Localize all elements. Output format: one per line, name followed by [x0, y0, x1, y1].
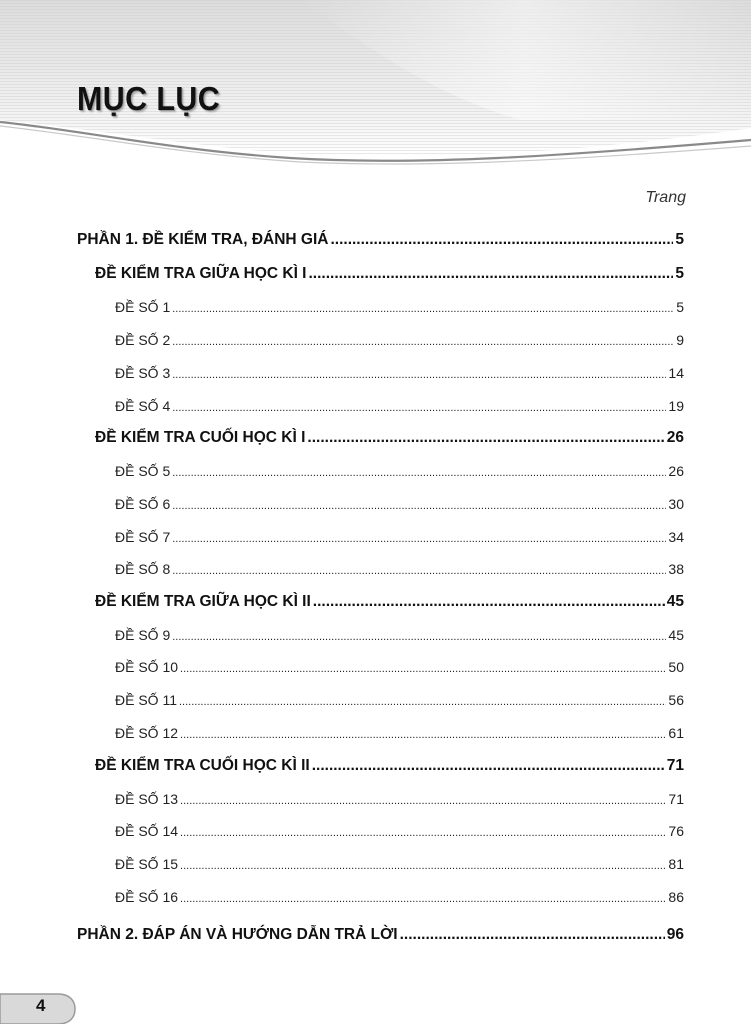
dot-leader — [400, 922, 665, 948]
toc-entry-item[interactable] — [115, 294, 684, 320]
page-title: MỤC LỤC — [77, 80, 221, 117]
toc-entry-item[interactable] — [115, 786, 684, 812]
toc-entry-label: ĐỀ SỐ 8 — [115, 561, 171, 577]
toc-entry-page: 5 — [676, 299, 684, 315]
dot-leader — [313, 589, 665, 615]
toc-entry-item[interactable] — [115, 622, 684, 648]
toc-entry-label: ĐỀ SỐ 1 — [115, 299, 171, 315]
dot-leader — [180, 788, 666, 814]
dot-leader — [172, 493, 666, 519]
toc-entry-page: 61 — [668, 725, 684, 741]
toc-entry-label: ĐỀ KIỂM TRA CUỐI HỌC KÌ I — [95, 429, 306, 446]
dot-leader — [180, 722, 666, 748]
toc-entry-label: ĐỀ SỐ 3 — [115, 365, 171, 381]
toc-entry-section[interactable] — [95, 261, 684, 287]
toc-entry-label: ĐỀ SỐ 11 — [115, 692, 177, 708]
page-number: 4 — [36, 996, 46, 1015]
toc-entry-item[interactable] — [115, 720, 684, 746]
dot-leader — [179, 689, 666, 715]
toc-entry-item[interactable] — [115, 884, 684, 910]
toc-entry-page: 30 — [668, 496, 684, 512]
dot-leader — [172, 460, 666, 486]
toc-entry-item[interactable] — [115, 851, 684, 877]
toc-entry-page: 50 — [668, 659, 684, 675]
toc-entry-item[interactable] — [115, 818, 684, 844]
toc-entry-item[interactable] — [115, 556, 684, 582]
toc-entry-label: ĐỀ SỐ 15 — [115, 856, 179, 872]
toc-entry-item[interactable] — [115, 524, 684, 550]
toc-entry-page: 96 — [666, 926, 684, 943]
toc-entry-page: 38 — [668, 561, 684, 577]
dot-leader — [309, 261, 674, 287]
toc-entry-label: ĐỀ KIỂM TRA GIỮA HỌC KÌ II — [95, 593, 311, 610]
toc-entry-section[interactable] — [95, 753, 684, 779]
dot-leader — [172, 329, 674, 355]
toc-entry-label: ĐỀ SỐ 14 — [115, 823, 179, 839]
toc-entry-label: ĐỀ SỐ 4 — [115, 398, 171, 414]
page-column-label: Trang — [645, 189, 686, 206]
toc-entry-section[interactable] — [95, 589, 684, 615]
toc-entry-page: 86 — [668, 889, 684, 905]
toc-entry-page: 71 — [666, 757, 684, 774]
toc-entry-label: PHẦN 2. ĐÁP ÁN VÀ HƯỚNG DẪN TRẢ LỜI — [77, 926, 398, 943]
toc-entry-label: ĐỀ SỐ 12 — [115, 725, 179, 741]
toc-entry-label: ĐỀ SỐ 6 — [115, 496, 171, 512]
toc-entry-item[interactable] — [115, 360, 684, 386]
toc-entry-label: ĐỀ SỐ 7 — [115, 529, 171, 545]
dot-leader — [172, 395, 666, 421]
dot-leader — [180, 656, 666, 682]
toc-entry-label: ĐỀ SỐ 10 — [115, 659, 179, 675]
dot-leader — [172, 526, 666, 552]
toc-entry-label: ĐỀ KIỂM TRA GIỮA HỌC KÌ I — [95, 265, 307, 282]
toc-entry-page: 14 — [668, 365, 684, 381]
toc-entry-part-1[interactable] — [77, 227, 684, 253]
toc-entry-label: ĐỀ SỐ 16 — [115, 889, 179, 905]
dot-leader — [180, 886, 666, 912]
toc-entry-item[interactable] — [115, 687, 684, 713]
toc-entry-page: 71 — [668, 791, 684, 807]
toc-entry-label: ĐỀ SỐ 13 — [115, 791, 179, 807]
toc-entry-item[interactable] — [115, 491, 684, 517]
toc-entry-page: 19 — [668, 398, 684, 414]
toc-entry-label: ĐỀ SỐ 2 — [115, 332, 171, 348]
dot-leader — [180, 820, 666, 846]
toc-entry-item[interactable] — [115, 327, 684, 353]
toc-entry-page: 5 — [675, 231, 684, 248]
toc-entry-label: ĐỀ KIỂM TRA CUỐI HỌC KÌ II — [95, 757, 310, 774]
toc-entry-page: 81 — [668, 856, 684, 872]
toc-entry-label: PHẦN 1. ĐỀ KIỂM TRA, ĐÁNH GIÁ — [77, 231, 329, 248]
toc-entry-item[interactable] — [115, 393, 684, 419]
dot-leader — [172, 558, 666, 584]
toc-entry-page: 34 — [668, 529, 684, 545]
toc-entry-page: 26 — [668, 463, 684, 479]
dot-leader — [330, 227, 673, 253]
dot-leader — [172, 624, 666, 650]
toc-entry-page: 9 — [676, 332, 684, 348]
toc-entry-page: 45 — [666, 593, 684, 610]
dot-leader — [312, 753, 665, 779]
toc-entry-label: ĐỀ SỐ 9 — [115, 627, 171, 643]
dot-leader — [307, 425, 664, 451]
toc-entry-page: 26 — [666, 429, 684, 446]
toc-entry-item[interactable] — [115, 654, 684, 680]
toc-entry-part-2[interactable] — [77, 922, 684, 948]
dot-leader — [172, 296, 674, 322]
toc-entry-page: 76 — [668, 823, 684, 839]
toc-entry-label: ĐỀ SỐ 5 — [115, 463, 171, 479]
toc-entry-page: 5 — [675, 265, 684, 282]
toc-entry-page: 45 — [668, 627, 684, 643]
toc-entry-section[interactable] — [95, 425, 684, 451]
dot-leader — [172, 362, 666, 388]
dot-leader — [180, 853, 666, 879]
toc-entry-page: 56 — [668, 692, 684, 708]
toc-entry-item[interactable] — [115, 458, 684, 484]
